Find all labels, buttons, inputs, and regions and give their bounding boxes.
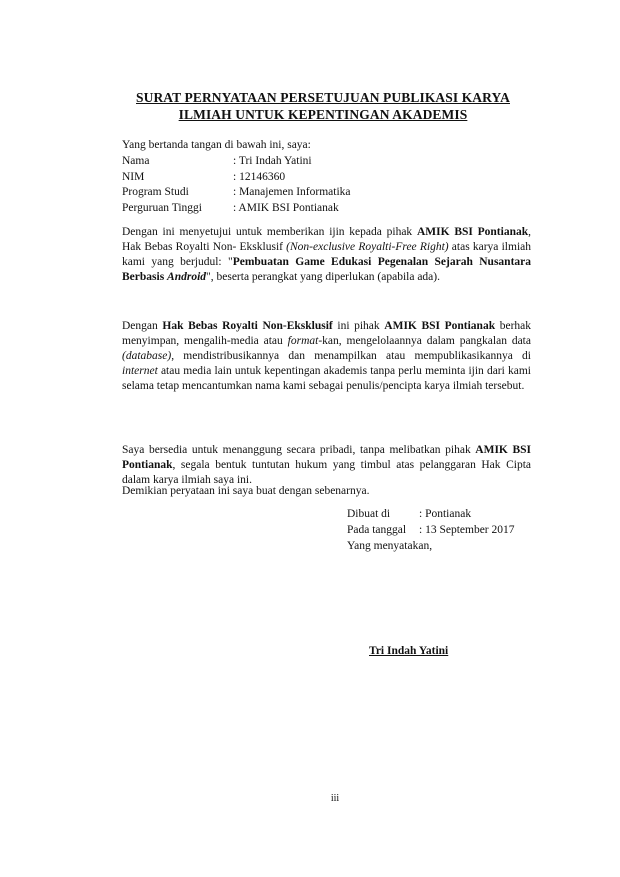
paragraph-rights xyxy=(122,319,531,394)
identity-row-nim xyxy=(122,171,351,187)
text-run: berhak menyimpan, mengalih-media atau xyxy=(122,320,532,347)
paragraph-consent xyxy=(122,225,531,285)
work-title-italic: Android xyxy=(167,271,207,283)
signature-date-row xyxy=(347,524,515,540)
italic-run: format xyxy=(287,335,319,347)
identity-value: : Manajemen Informatika xyxy=(233,186,351,198)
identity-row-university xyxy=(122,202,351,218)
text-run: , mendistribusikannya dan menampilkan atau mempublikasikannya di xyxy=(171,350,531,362)
identity-row-name xyxy=(122,155,351,171)
identity-label: Program Studi xyxy=(122,186,189,198)
bold-run: AMIK BSI Pontianak xyxy=(122,444,532,471)
identity-value: : AMIK BSI Pontianak xyxy=(233,201,339,214)
intro-text: Yang bertanda tangan di bawah ini, saya: xyxy=(122,139,311,151)
bold-run: Hak Bebas Royalti Non-Eksklusif xyxy=(162,320,333,332)
paragraph-liability xyxy=(122,443,531,488)
identity-list xyxy=(122,155,351,217)
text-run: ini pihak xyxy=(332,320,385,332)
text-run: ", beserta perangkat yang diperlukan (apabila ada). xyxy=(206,271,440,283)
document-title xyxy=(100,89,546,123)
italic-run: internet xyxy=(122,365,158,377)
text-run: -kan, mengelolaannya dalam pangkalan data xyxy=(318,335,531,347)
page-number: iii xyxy=(330,793,340,804)
signature-value: : Pontianak xyxy=(419,508,472,520)
identity-value: : Tri Indah Yatini xyxy=(233,155,312,167)
identity-label: Perguruan Tinggi xyxy=(122,201,202,214)
italic-run: (database) xyxy=(122,350,172,362)
paragraph-closing: Demikian peryataan ini saya buat dengan sebenarnya. xyxy=(122,485,370,497)
italic-run: (Non-exclusive Royalti-Free Right) xyxy=(286,241,449,253)
signature-block xyxy=(347,508,515,556)
identity-value: : 12146360 xyxy=(233,170,286,183)
signature-value: : 13 September 2017 xyxy=(419,524,515,536)
text-run: Dengan xyxy=(122,320,163,332)
text-run: , segala bentuk tuntutan hukum yang timbul atas pelanggaran Hak Cipta dalam karya ilmiah saya ini. xyxy=(122,459,531,486)
text-run: Dengan ini menyetujui untuk memberikan ijin kepada pihak xyxy=(122,226,417,238)
text-run: Saya bersedia untuk menanggung secara pribadi, tanpa melibatkan pihak xyxy=(122,444,476,456)
identity-row-program xyxy=(122,186,351,202)
text-run: atas karya ilmiah kami yang berjudul: " xyxy=(122,241,531,268)
identity-label: NIM xyxy=(122,170,145,183)
bold-run: AMIK BSI Pontianak xyxy=(416,226,529,238)
text-run: atau media lain untuk kepentingan akademis tanpa perlu meminta ijin dari kami selama tetap mencantumkan nama kami sebagai penulis/pencipta karya ilmiah tersebut. xyxy=(122,365,531,392)
signer-name: Tri Indah Yatini xyxy=(369,645,449,657)
signature-place-row xyxy=(347,508,515,524)
work-title: Pembuatan Game Edukasi Pegenalan Sejarah Nusantara Berbasis xyxy=(122,256,531,283)
signature-label: Pada tanggal xyxy=(347,524,407,536)
identity-label: Nama xyxy=(122,155,150,167)
signature-label: Dibuat di xyxy=(347,508,391,520)
title-line-1: SURAT PERNYATAAN PERSETUJUAN PUBLIKASI KARYA xyxy=(136,90,510,105)
signature-statement: Yang menyatakan, xyxy=(347,540,433,552)
text-run: , Hak Bebas Royalti Non- Eksklusif xyxy=(122,226,532,253)
bold-run: AMIK BSI Pontianak xyxy=(384,320,496,332)
title-line-2: ILMIAH UNTUK KEPENTINGAN AKADEMIS xyxy=(178,107,468,122)
